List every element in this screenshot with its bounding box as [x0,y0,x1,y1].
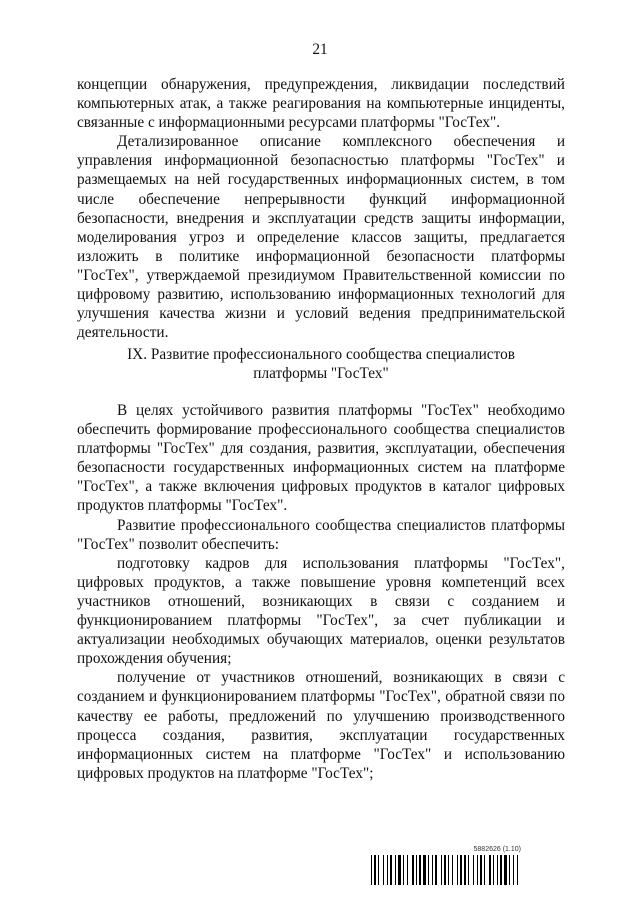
paragraph-continuation: концепции обнаружения, предупреждения, ликвидации последствий компьютерных атак, а также реагирования на компьютерные инциденты, связанные с информационными ресурсами платформы "ГосТех". [77,76,565,132]
page-number: 21 [312,41,328,58]
section-heading-line2: платформы "ГосТех" [253,365,389,383]
barcode-block [371,846,591,886]
section-heading [77,345,565,383]
list-item-feedback: получение от участников отношений, возникающих в связи с созданием и функционированием платформы "ГосТех", обратной связи по качеству ее работы, предложений по улучшению производственного процесса создания, развития, эксплуатации государственных информационных систем на платформе "ГосТех" и использованию цифровых продуктов на платформе "ГосТех"; [77,669,565,782]
barcode-image [371,855,591,885]
list-item-training: подготовку кадров для использования платформы "ГосТех", цифровых продуктов, а также повышение уровня компетенций всех участников отношений, возникающих в связи с созданием и функционированием платформы "ГосТех", за счет публикации и актуализации необходимых обучающих материалов, оценки результатов прохождения обучения; [77,554,565,668]
paragraph-security-policy: Детализированное описание комплексного обеспечения и управления информационной безопасностью платформы "ГосТех" и размещаемых на ней государственных информационных систем, в том числе обеспечение непрерывности функций информационной безопасности, внедрения и эксплуатации средств защиты информации, моделирования угроз и определение классов защиты, предлагается изложить в политике информационной безопасности платформы "ГосТех", утверждаемой президиумом Правительственной комиссии по цифровому развитию, использованию информационных технологий для улучшения качества жизни и условий ведения предпринимательской деятельности. [77,133,565,342]
top-text-block [77,75,565,342]
section-heading-line1: IX. Развитие профессионального сообщества специалистов [127,346,515,363]
paragraph-community-goal: В целях устойчивого развития платформы "ГосТех" необходимо обеспечить формирование профессионального сообщества специалистов платформы "ГосТех" для создания, развития, эксплуатации, обеспечения безопасности государственных информационных систем на платформе "ГосТех", а также включения цифровых продуктов в каталог цифровых продуктов платформы "ГосТех". [77,402,565,515]
bottom-text-block [77,401,565,783]
paragraph-community-benefits: Развитие профессионального сообщества специалистов платформы "ГосТех" позволит обеспечить: [77,516,565,553]
barcode-caption: 5882626 (1.10) [473,846,521,853]
